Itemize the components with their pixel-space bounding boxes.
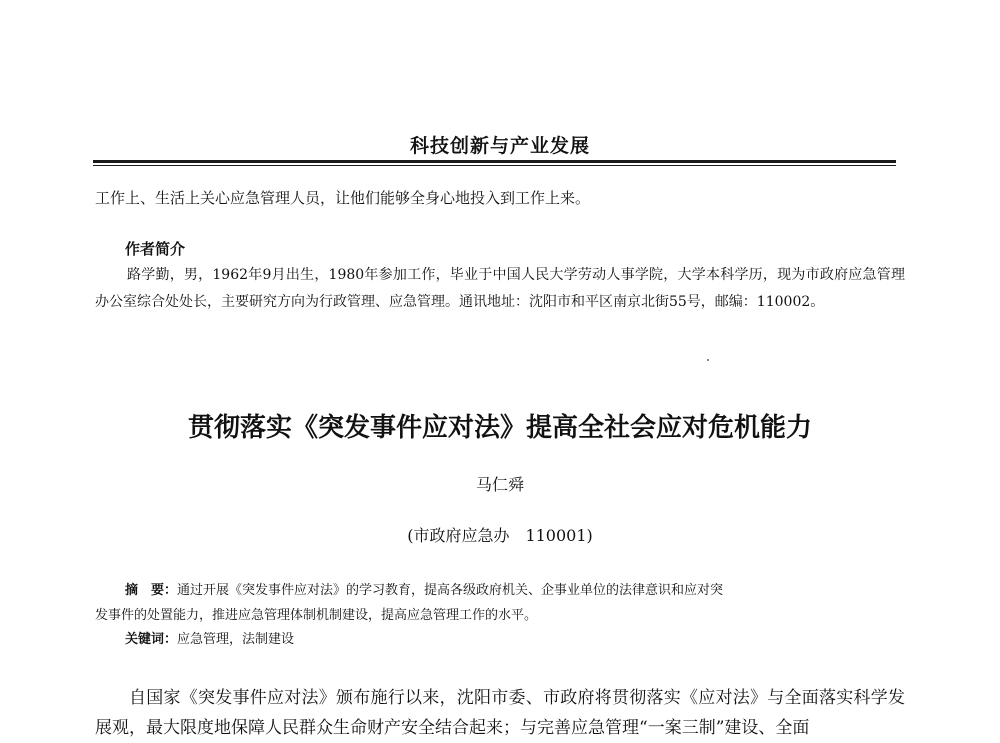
- abstract-text-line-1: 通过开展《突发事件应对法》的学习教育，提高各级政府机关、企事业单位的法律意识和应对突: [177, 583, 724, 598]
- abstract: [95, 578, 865, 628]
- keywords: [125, 628, 294, 647]
- abstract-text-line-2: 发事件的处置能力，推进应急管理体制机制建设，提高应急管理工作的水平。: [95, 608, 538, 623]
- keywords-text: 应急管理，法制建设: [177, 632, 295, 647]
- scan-speck: [707, 359, 709, 361]
- header-rule-thin: [93, 165, 896, 166]
- prev-article-closing-line: 工作上、生活上关心应急管理人员，让他们能够全身心地投入到工作上来。: [95, 189, 591, 207]
- article-title: 贯彻落实《突发事件应对法》提高全社会应对危机能力: [187, 413, 812, 443]
- article-author: 马仁舜: [475, 475, 524, 494]
- header-rule-thick: [93, 160, 896, 163]
- keywords-label: 关键词：: [125, 632, 178, 647]
- author-bio-heading: 作者简介: [125, 240, 186, 258]
- author-bio-text: 路学勤，男，1962年9月出生，1980年参加工作，毕业于中国人民大学劳动人事学院，大学本科学历，现为市政府应急管理办公室综合处处长，主要研究方向为行政管理、应急管理。通讯地址：沈阳市和平区南京北街55号，邮编：110002。: [95, 267, 905, 310]
- body-paragraph: 自国家《突发事件应对法》颁布施行以来，沈阳市委、市政府将贯彻落实《应对法》与全面落实科学发展观，最大限度地保障人民群众生命财产安全结合起来；与完善应急管理“一案三制”建设、全面: [95, 688, 905, 738]
- abstract-label: 摘 要：: [125, 583, 178, 598]
- running-header: 科技创新与产业发展: [409, 135, 590, 157]
- article-affiliation: (市政府应急办 110001): [407, 526, 593, 545]
